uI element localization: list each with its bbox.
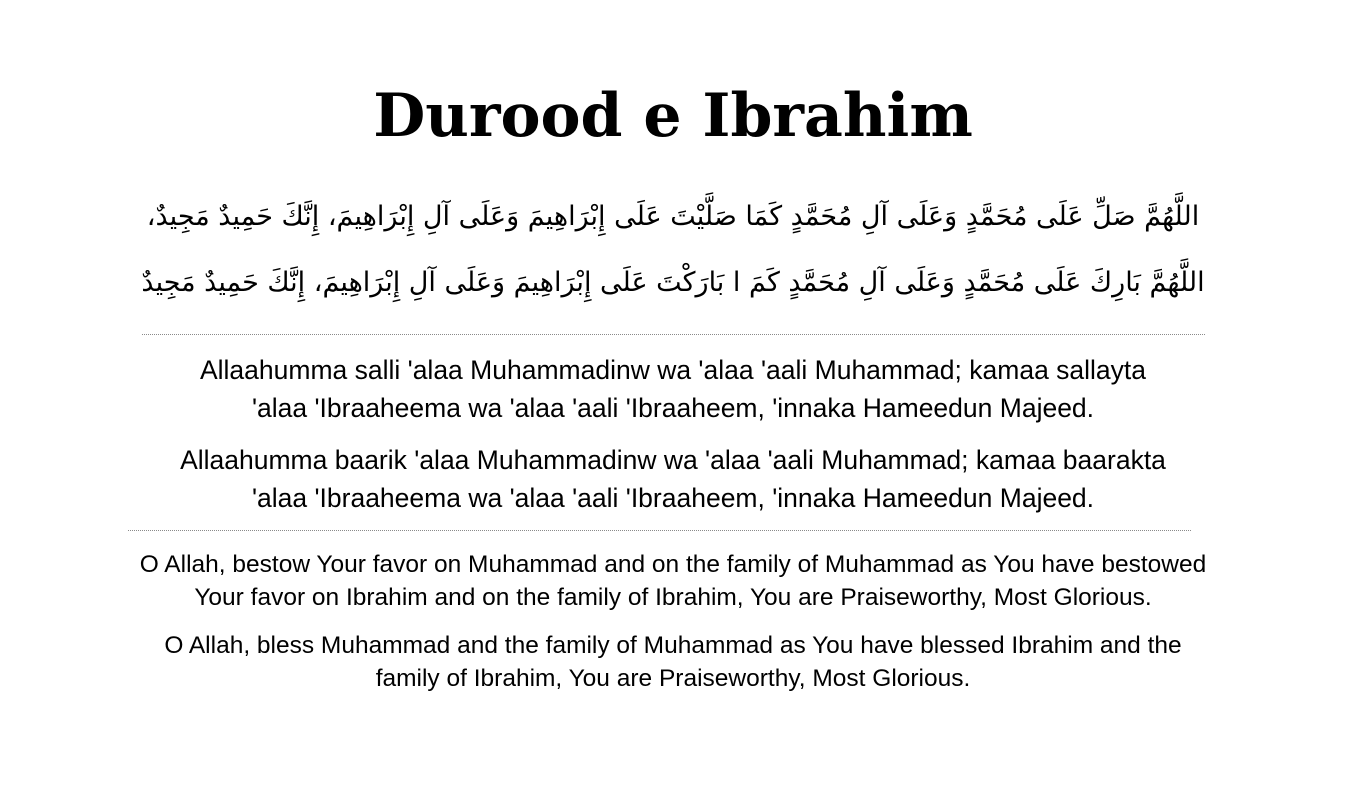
page-title: Durood e Ibrahim — [373, 81, 973, 151]
translation-paragraph-1 — [40, 548, 1306, 614]
divider-top — [142, 334, 1205, 335]
transliteration-paragraph-2 — [40, 441, 1306, 517]
translation-paragraph-2 — [40, 629, 1306, 695]
transliteration-1-line-2: 'alaa 'Ibraaheema wa 'alaa 'aali 'Ibraaheem, 'innaka Hameedun Majeed. — [251, 393, 1095, 423]
translation-2-line-1: O Allah, bless Muhammad and the family of Muhammad as You have blessed Ibrahim and the — [164, 632, 1182, 659]
arabic-line-1: اللَّهُمَّ صَلِّ عَلَى مُحَمَّدٍ وَعَلَى آلِ مُحَمَّدٍ كَمَا صَلَّيْتَ عَلَى إِبْرَاهِيمَ وَعَلَى آلِ إِبْرَاهِيمَ، إِنَّكَ حَمِيدٌ مَجِيدٌ، — [146, 201, 1200, 232]
transliteration-2-line-2: 'alaa 'Ibraaheema wa 'alaa 'aali 'Ibraaheem, 'innaka Hameedun Majeed. — [251, 483, 1095, 513]
transliteration-2-line-1: Allaahumma baarik 'alaa Muhammadinw wa 'alaa 'aali Muhammad; kamaa baarakta — [180, 445, 1166, 475]
arabic-line-2: اللَّهُمَّ بَارِكَ عَلَى مُحَمَّدٍ وَعَلَى آلِ مُحَمَّدٍ كَمَ ا بَارَكْتَ عَلَى إِبْرَاهِيمَ وَعَلَى آلِ إِبْرَاهِيمَ، إِنَّكَ حَمِيدٌ مَجِيدٌ — [141, 267, 1205, 298]
translation-2-line-2: family of Ibrahim, You are Praiseworthy, Most Glorious. — [375, 665, 971, 692]
translation-1-line-1: O Allah, bestow Your favor on Muhammad and on the family of Muhammad as You have bestowed — [139, 551, 1207, 578]
translation-1-line-2: Your favor on Ibrahim and on the family of Ibrahim, You are Praiseworthy, Most Glorious. — [194, 584, 1152, 611]
transliteration-1-line-1: Allaahumma salli 'alaa Muhammadinw wa 'alaa 'aali Muhammad; kamaa sallayta — [199, 355, 1147, 385]
divider-bottom — [128, 530, 1191, 531]
transliteration-paragraph-1 — [40, 351, 1306, 427]
